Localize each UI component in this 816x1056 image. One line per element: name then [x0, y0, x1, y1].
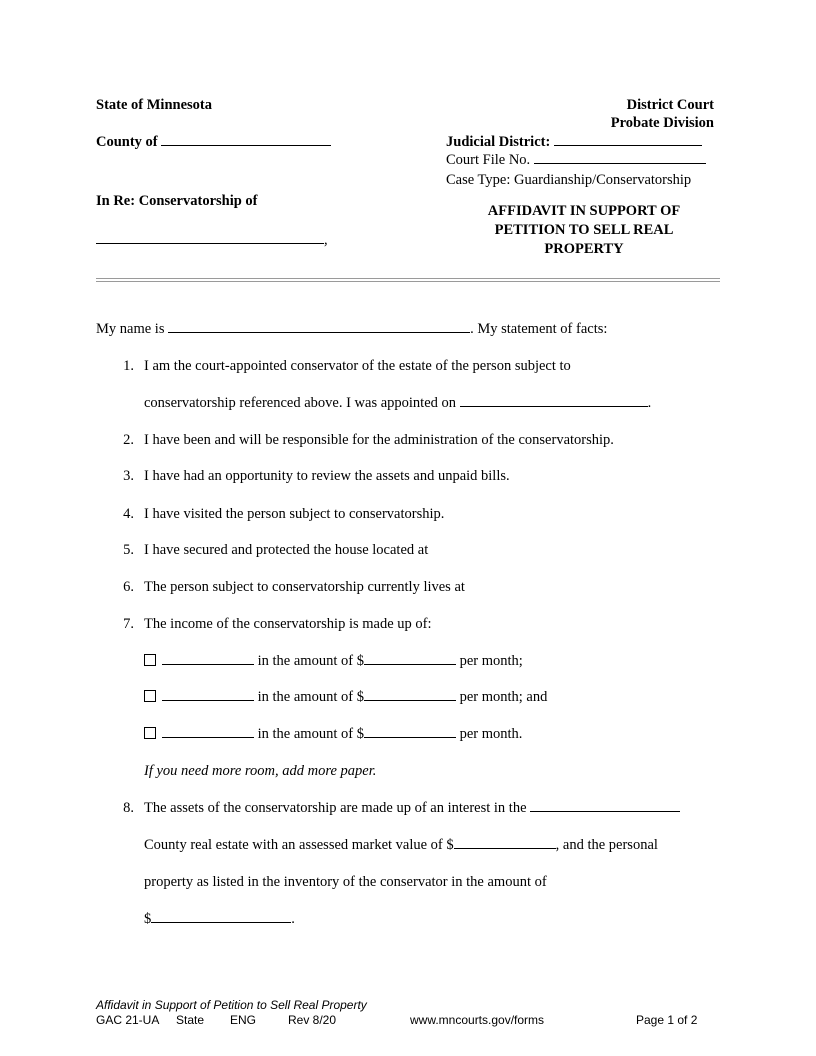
in-re-label: In Re: Conservatorship of [96, 193, 258, 209]
item-3-text: I have had an opportunity to review the assets and unpaid bills. [144, 468, 510, 484]
footer-page-number: Page 1 of 2 [636, 1013, 698, 1027]
income-row-2: in the amount of $ per month; and [144, 689, 547, 706]
judicial-district-field[interactable] [554, 144, 702, 146]
respondent-name-field[interactable] [96, 242, 324, 244]
name-field[interactable] [168, 331, 470, 333]
item-4-number: 4. [123, 506, 134, 522]
personal-property-amount-field[interactable] [151, 921, 291, 923]
county-real-estate-field[interactable] [530, 810, 680, 812]
item-3-number: 3. [123, 468, 134, 484]
footer-form-title: Affidavit in Support of Petition to Sell Real Property [96, 998, 367, 1012]
state-label: State of Minnesota [96, 97, 212, 113]
income-2-amount-field[interactable] [364, 699, 456, 701]
market-value-field[interactable] [454, 847, 556, 849]
income-3-amount-field[interactable] [364, 736, 456, 738]
footer-form-code: GAC 21-UA [96, 1013, 160, 1027]
header-divider-top [96, 278, 720, 279]
income-3-checkbox[interactable] [144, 727, 156, 739]
footer-scope: State [176, 1013, 205, 1027]
item-8-line-3: property as listed in the inventory of the conservator in the amount of [144, 874, 547, 890]
respondent-name-line: , [96, 232, 328, 249]
item-1-number: 1. [123, 358, 134, 374]
income-1-checkbox[interactable] [144, 654, 156, 666]
title-line-2: PETITION TO SELL REAL [494, 222, 674, 238]
more-room-note: If you need more room, add more paper. [144, 763, 377, 779]
income-1-amount-field[interactable] [364, 663, 456, 665]
item-8-line-1: The assets of the conservatorship are made up of an interest in the [144, 800, 680, 817]
header-divider-bottom [96, 281, 720, 282]
item-8-line-4: $ . [144, 911, 295, 927]
court-label: District Court [626, 97, 714, 113]
item-2-text: I have been and will be responsible for the administration of the conservatorship. [144, 432, 614, 448]
appointment-date-field[interactable] [460, 405, 648, 407]
case-type-label: Case Type: Guardianship/Conservatorship [446, 172, 692, 188]
footer-language: ENG [230, 1013, 257, 1027]
item-5-text: I have secured and protected the house located at [144, 542, 429, 558]
county-label: County of [96, 134, 331, 151]
income-2-source-field[interactable] [162, 699, 254, 701]
item-7-text: The income of the conservatorship is made up of: [144, 616, 432, 632]
judicial-district-line: Judicial District: [446, 134, 702, 151]
item-1-line-2: conservatorship referenced above. I was appointed on . [144, 395, 652, 411]
court-file-field[interactable] [534, 162, 706, 164]
court-file-line: Court File No. [446, 152, 706, 169]
item-2-number: 2. [123, 432, 134, 448]
footer-revision: Rev 8/20 [288, 1013, 337, 1027]
income-2-checkbox[interactable] [144, 690, 156, 702]
item-5-number: 5. [123, 542, 134, 558]
income-row-3: in the amount of $ per month. [144, 726, 522, 743]
item-6-text: The person subject to conservatorship currently lives at [144, 579, 465, 595]
footer-url[interactable]: www.mncourts.gov/forms [410, 1013, 545, 1027]
item-7-number: 7. [123, 616, 134, 632]
income-3-source-field[interactable] [162, 736, 254, 738]
title-line-3: PROPERTY [544, 241, 624, 257]
division-label: Probate Division [610, 115, 714, 131]
item-8-line-2: County real estate with an assessed market value of $ , and the personal [144, 837, 658, 853]
title-line-1: AFFIDAVIT IN SUPPORT OF [487, 203, 681, 219]
item-8-number: 8. [123, 800, 134, 816]
item-6-number: 6. [123, 579, 134, 595]
name-statement: My name is . My statement of facts: [96, 321, 608, 337]
income-row-1: in the amount of $ per month; [144, 653, 523, 670]
item-4-text: I have visited the person subject to conservatorship. [144, 506, 445, 522]
item-1-line-1: I am the court-appointed conservator of the estate of the person subject to [144, 358, 571, 374]
income-1-source-field[interactable] [162, 663, 254, 665]
county-field[interactable] [161, 144, 331, 146]
